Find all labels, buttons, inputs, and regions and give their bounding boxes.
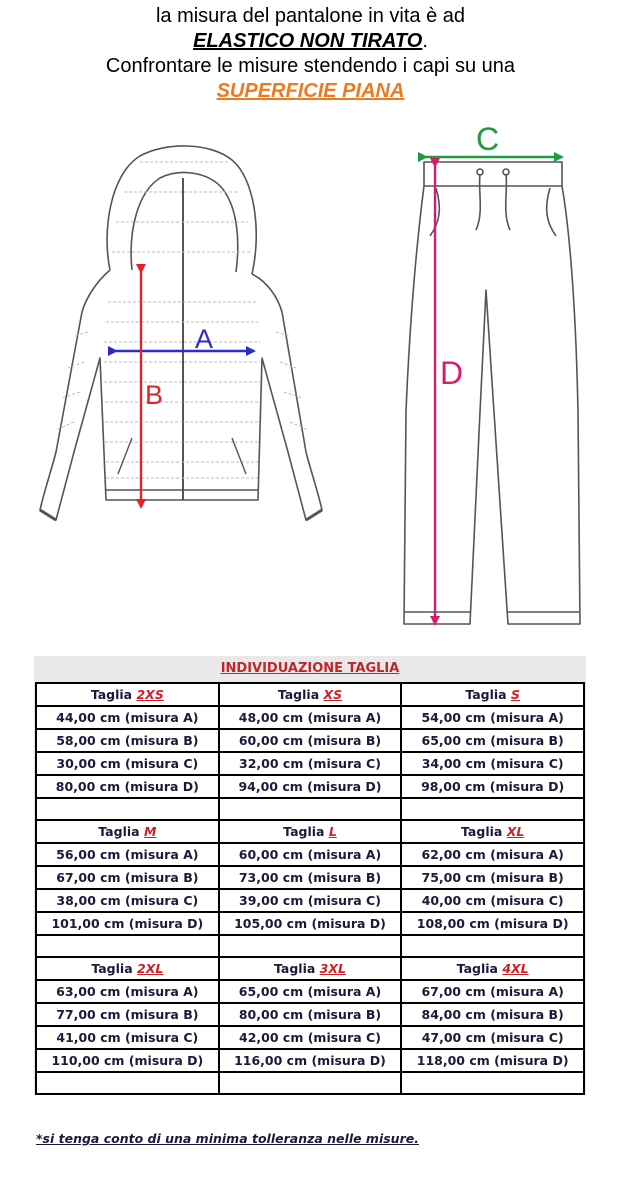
- spacer-row: [36, 935, 584, 957]
- measure-cell: 116,00 cm (misura D): [219, 1049, 402, 1072]
- empty-cell: [219, 798, 402, 820]
- header-text: [0, 4, 621, 104]
- measure-cell: 101,00 cm (misura D): [36, 912, 219, 935]
- taglia-word: Taglia: [461, 824, 503, 839]
- flat-surface-note: SUPERFICIE PIANA: [216, 80, 405, 102]
- size-table-panel: [34, 656, 586, 1095]
- measure-cell: 47,00 cm (misura C): [401, 1026, 584, 1049]
- size-code: 4XL: [502, 961, 529, 976]
- measure-cell: 60,00 cm (misura B): [219, 729, 402, 752]
- taglia-word: Taglia: [91, 961, 133, 976]
- taglia-word: Taglia: [277, 687, 320, 702]
- measure-cell: 58,00 cm (misura B): [36, 729, 219, 752]
- measure-cell: 42,00 cm (misura C): [219, 1026, 402, 1049]
- measure-cell: 118,00 cm (misura D): [401, 1049, 584, 1072]
- size-table: [35, 682, 585, 1095]
- measure-cell: 39,00 cm (misura C): [219, 889, 402, 912]
- measure-cell: 67,00 cm (misura B): [36, 866, 219, 889]
- empty-cell: [401, 1072, 584, 1094]
- size-header-cell: [401, 820, 584, 843]
- measure-row: [36, 912, 584, 935]
- measure-cell: 40,00 cm (misura C): [401, 889, 584, 912]
- measure-row: [36, 843, 584, 866]
- measure-cell: 48,00 cm (misura A): [219, 706, 402, 729]
- measure-cell: 41,00 cm (misura C): [36, 1026, 219, 1049]
- label-c: C: [476, 121, 500, 157]
- empty-cell: [36, 935, 219, 957]
- measure-cell: 65,00 cm (misura A): [219, 980, 402, 1003]
- empty-cell: [36, 798, 219, 820]
- size-header-cell: [36, 820, 219, 843]
- measure-cell: 60,00 cm (misura A): [219, 843, 402, 866]
- header-line-3: Confrontare le misure stendendo i capi su una: [105, 55, 516, 77]
- measure-cell: 77,00 cm (misura B): [36, 1003, 219, 1026]
- measure-cell: 94,00 cm (misura D): [219, 775, 402, 798]
- measure-cell: 44,00 cm (misura A): [36, 706, 219, 729]
- measure-cell: 80,00 cm (misura D): [36, 775, 219, 798]
- size-code: 2XS: [136, 687, 164, 702]
- measure-row: [36, 729, 584, 752]
- size-code: 2XL: [137, 961, 164, 976]
- size-header-cell: [219, 820, 402, 843]
- size-header-row: [36, 683, 584, 706]
- size-code: L: [328, 824, 337, 839]
- measure-cell: 54,00 cm (misura A): [401, 706, 584, 729]
- measure-cell: 84,00 cm (misura B): [401, 1003, 584, 1026]
- measure-row: [36, 752, 584, 775]
- measure-row: [36, 706, 584, 729]
- taglia-word: Taglia: [273, 961, 316, 976]
- measure-cell: 108,00 cm (misura D): [401, 912, 584, 935]
- size-code: S: [510, 687, 520, 702]
- measure-cell: 65,00 cm (misura B): [401, 729, 584, 752]
- measure-cell: 32,00 cm (misura C): [219, 752, 402, 775]
- header-line-4: [0, 79, 621, 104]
- size-table-body: [36, 683, 584, 1094]
- size-code: XS: [323, 687, 343, 702]
- size-table-title: INDIVIDUAZIONE TAGLIA: [220, 661, 400, 676]
- garment-diagram: [0, 112, 621, 647]
- elastic-note: ELASTICO NON TIRATO: [193, 30, 423, 52]
- size-code: XL: [506, 824, 525, 839]
- measure-cell: 73,00 cm (misura B): [219, 866, 402, 889]
- empty-cell: [36, 1072, 219, 1094]
- size-code: M: [143, 824, 157, 839]
- measure-row: [36, 775, 584, 798]
- measure-cell: 34,00 cm (misura C): [401, 752, 584, 775]
- measure-row: [36, 1026, 584, 1049]
- label-d: D: [440, 355, 464, 391]
- measure-cell: 63,00 cm (misura A): [36, 980, 219, 1003]
- empty-cell: [401, 935, 584, 957]
- label-a: A: [195, 324, 214, 354]
- trousers-drawing: [404, 162, 580, 624]
- label-b: B: [145, 380, 164, 410]
- measure-row: [36, 889, 584, 912]
- measure-cell: 38,00 cm (misura C): [36, 889, 219, 912]
- size-header-cell: [401, 683, 584, 706]
- jacket-drawing: [40, 146, 322, 520]
- empty-cell: [219, 1072, 402, 1094]
- header-line-2: [0, 29, 621, 54]
- measure-row: [36, 1003, 584, 1026]
- taglia-word: Taglia: [456, 961, 498, 976]
- spacer-row: [36, 1072, 584, 1094]
- measure-cell: 75,00 cm (misura B): [401, 866, 584, 889]
- measure-row: [36, 980, 584, 1003]
- measure-cell: 110,00 cm (misura D): [36, 1049, 219, 1072]
- size-code: 3XL: [319, 961, 346, 976]
- spacer-row: [36, 798, 584, 820]
- size-header-cell: [219, 957, 402, 980]
- taglia-word: Taglia: [465, 687, 507, 702]
- header-line-1: la misura del pantalone in vita è ad: [155, 5, 466, 27]
- measure-cell: 80,00 cm (misura B): [219, 1003, 402, 1026]
- size-header-cell: [36, 957, 219, 980]
- empty-cell: [401, 798, 584, 820]
- measure-cell: 62,00 cm (misura A): [401, 843, 584, 866]
- measure-cell: 56,00 cm (misura A): [36, 843, 219, 866]
- size-header-cell: [219, 683, 402, 706]
- measure-cell: 98,00 cm (misura D): [401, 775, 584, 798]
- measure-row: [36, 866, 584, 889]
- size-header-row: [36, 957, 584, 980]
- taglia-word: Taglia: [98, 824, 140, 839]
- header-line-2-dot: .: [422, 30, 428, 52]
- measure-cell: 67,00 cm (misura A): [401, 980, 584, 1003]
- tolerance-note: *si tenga conto di una minima tolleranza nelle misure.: [36, 1131, 419, 1146]
- size-header-cell: [36, 683, 219, 706]
- taglia-word: Taglia: [90, 687, 133, 702]
- size-header-cell: [401, 957, 584, 980]
- measure-cell: 105,00 cm (misura D): [219, 912, 402, 935]
- taglia-word: Taglia: [283, 824, 325, 839]
- measure-row: [36, 1049, 584, 1072]
- empty-cell: [219, 935, 402, 957]
- size-header-row: [36, 820, 584, 843]
- measure-cell: 30,00 cm (misura C): [36, 752, 219, 775]
